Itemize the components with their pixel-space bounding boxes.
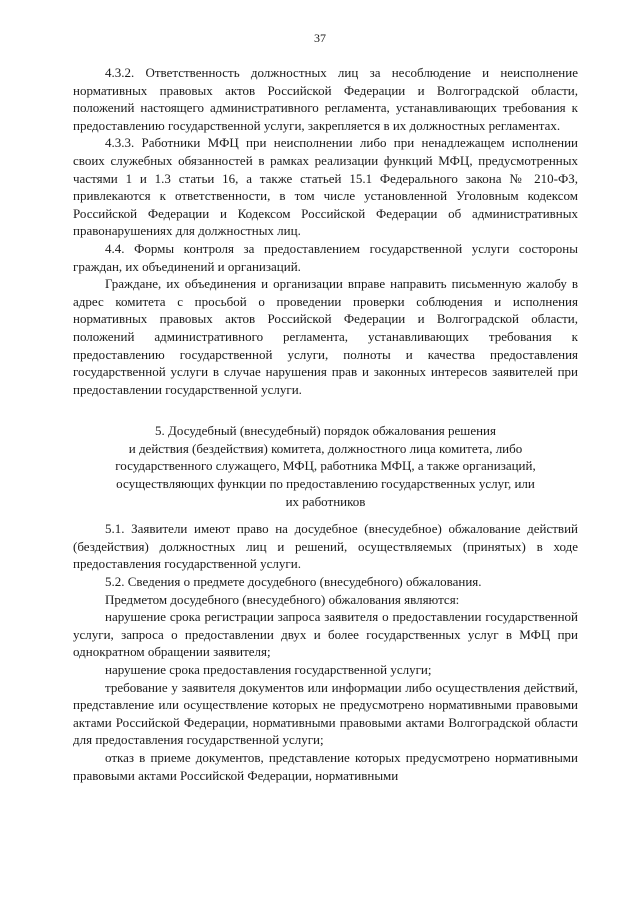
paragraph-5-2: 5.2. Сведения о предмете досудебного (внесудебного) обжалования. <box>105 574 482 590</box>
paragraph-subject-intro: Предметом досудебного (внесудебного) обжалования являются: <box>105 591 460 607</box>
heading-line: осуществляющих функции по предоставлению государственных услуг, или <box>116 476 535 492</box>
heading-line: государственного служащего, МФЦ, работника МФЦ, а также организаций, <box>115 458 536 474</box>
page-number: 37 <box>314 31 326 45</box>
list-item-service-term: нарушение срока предоставления государственной услуги; <box>105 662 432 677</box>
paragraph-4-3-2: 4.3.2. Ответственность должностных лиц за несоблюдение и неисполнение нормативных правовых актов Российской Федерации и Волгоградской области, положений настоящего административного регламента, устанавливающих требования к предоставлению государственной услуги, закрепляется в их должностных регламентах. <box>73 65 578 133</box>
list-item-registration-term: нарушение срока регистрации запроса заявителя о предоставлении государственной услуги, запроса о предоставлении двух и более государственных услуг в МФЦ при однократном обращении заявителя; <box>73 609 578 660</box>
paragraph-5-1: 5.1. Заявители имеют право на досудебное (внесудебное) обжалование действий (бездействия) должностных лиц и решений, осуществляемых (принятых) в ходе предоставления государственной услуги. <box>73 521 578 572</box>
heading-line: 5. Досудебный (внесудебный) порядок обжалования решения <box>155 423 496 439</box>
document-body <box>73 64 578 784</box>
heading-line: их работников <box>285 493 366 509</box>
section-5-heading <box>73 422 578 510</box>
heading-line: и действия (бездействия) комитета, должностного лица комитета, либо <box>128 440 523 456</box>
paragraph-4-4: 4.4. Формы контроля за предоставлением государственной услуги состороны граждан, их объединений и организаций. <box>73 240 578 274</box>
list-item-refusal-documents: отказ в приеме документов, представление которых предусмотрено нормативными правовыми актами Российской Федерации, нормативными <box>73 749 578 783</box>
list-item-extra-documents: требование у заявителя документов или информации либо осуществления действий, представление или осуществление которых не предусмотрено нормативными правовыми актами Российской Федерации, нормативными правовыми актами Волгоградской области для предоставления государственной услуги; <box>73 679 578 748</box>
paragraph-4-3-3: 4.3.3. Работники МФЦ при неисполнении либо при ненадлежащем исполнении своих служебных обязанностей в рамках реализации функций МФЦ, предусмотренных частями 1 и 1.3 статьи 16, а также статьей 15.1 Федерального закона № 210-ФЗ, привлекаются к ответственности, в том числе установленной Уголовным кодексом Российской Федерации и Кодексом Российской Федерации об административных правонарушениях для должностных лиц. <box>73 135 578 239</box>
paragraph-citizens-complaint: Граждане, их объединения и организации вправе направить письменную жалобу в адрес комитета с просьбой о проведении проверки соблюдения и исполнения нормативных правовых актов Российской Федерации и Волгоградской области, положений административного регламента, устанавливающих требования к предоставлению государственной услуги, полноты и качества предоставления государственной услуги в случае нарушения прав и законных интересов заявителей при предоставлении государственной услуги. <box>73 276 578 397</box>
